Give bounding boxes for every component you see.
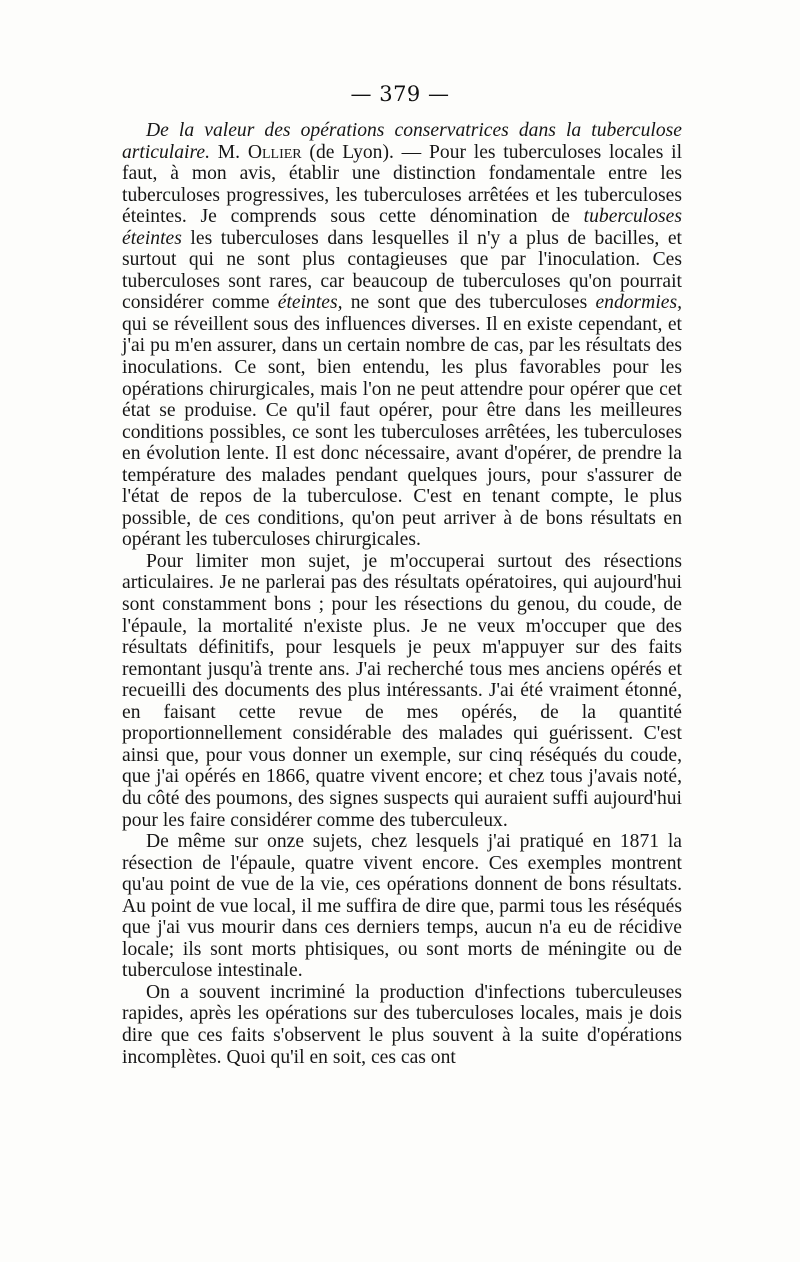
paragraph-1 (122, 120, 682, 551)
emphasis-endormies: endormies, (595, 292, 682, 314)
paragraph-4: On a souvent incriminé la production d'infections tuberculeuses rapides, après les opérations sur des tuberculoses locales, mais je dois dire que ces faits s'observent le plus souvent à la suite d'opérations incomplètes. Quoi qu'il en soit, ces cas ont (122, 981, 682, 1068)
page-number: — 379 — (350, 82, 450, 106)
emphasis-eteintes: tuberculoses éteintes (122, 206, 682, 249)
article-title: De la valeur des opérations conservatrices dans la tuberculose articulaire. (122, 120, 682, 163)
author-prefix: M. (217, 141, 241, 163)
paragraph-1-text-d: qui se réveillent sous des influences diverses. Il en existe cependant, et j'ai pu m'en assurer, dans un certain nombre de cas, par les résultats des inoculations. Ce sont, bien entendu, les plus favorables pour les opérations chirurgicales, mais l'on ne peut attendre pour opérer que cet état se produise. Ce qu'il faut opérer, pour être dans les meilleures conditions possibles, ce sont les tuberculoses arrêtées, les tuberculoses en évolution lente. Il est donc nécessaire, avant d'opérer, de prendre la température des malades pendant quelques jours, pour s'assurer de l'état de repos de la tuberculose. C'est en tenant compte, le plus possible, de ces conditions, qu'on peut arriver à de bons résultats en opérant les tuberculoses chirurgicales. (122, 313, 682, 551)
paragraph-1-text-b: les tuberculoses dans lesquelles il n'y a plus de bacilles, et surtout qui ne sont plus contagieuses que par l'inoculation. Ces tuberculoses sont rares, car beaucoup de tuberculoses qu'on pourrait considérer comme (122, 227, 682, 314)
paragraph-1-text-c: ne sont que des tuberculoses (342, 292, 596, 314)
paragraph-1-text-a: — Pour les tuberculoses locales il faut, à mon avis, établir une distinction fondamentale entre les tuberculoses progressives, les tuberculoses arrêtées et les tuberculoses éteintes. Je comprends sous cette dénomination de (122, 141, 683, 228)
body-text (122, 120, 682, 1068)
paragraph-2: Pour limiter mon sujet, je m'occuperai surtout des résections articulaires. Je ne parlerai pas des résultats opératoires, qui aujourd'hui sont constamment bons ; pour les résections du genou, du coude, de l'épaule, la mortalité n'existe plus. Je ne veux m'occuper que des résultats définitifs, pour lesquels je peux m'appuyer sur des faits remontant jusqu'à trente ans. J'ai recherché tous mes anciens opérés et recueilli des documents des plus intéressants. J'ai été vraiment étonné, en faisant cette revue de mes opérés, de la quantité proportionnellement considérable des malades qui guérissent. C'est ainsi que, pour vous donner un exemple, sur cinq réséqués du coude, que j'ai opérés en 1866, quatre vivent encore; et chez tous j'avais noté, du côté des poumons, des signes suspects qui auraient suffi aujourd'hui pour les faire considérer comme des tuberculeux. (122, 550, 682, 831)
author-name: Ollier (247, 141, 302, 163)
emphasis-eteintes-2: éteintes, (277, 292, 343, 314)
author-affiliation: (de Lyon). (309, 141, 394, 163)
paragraph-3: De même sur onze sujets, chez lesquels j'ai pratiqué en 1871 la résection de l'épaule, quatre vivent encore. Ces exemples montrent qu'au point de vue de la vie, ces opérations donnent de bons résultats. Au point de vue local, il me suffira de dire que, parmi tous les réséqués que j'ai vus mourir dans ces derniers temps, aucun n'a eu de récidive locale; ils sont morts phtisiques, ou sont morts de méningite ou de tuberculose intestinale. (122, 831, 682, 982)
